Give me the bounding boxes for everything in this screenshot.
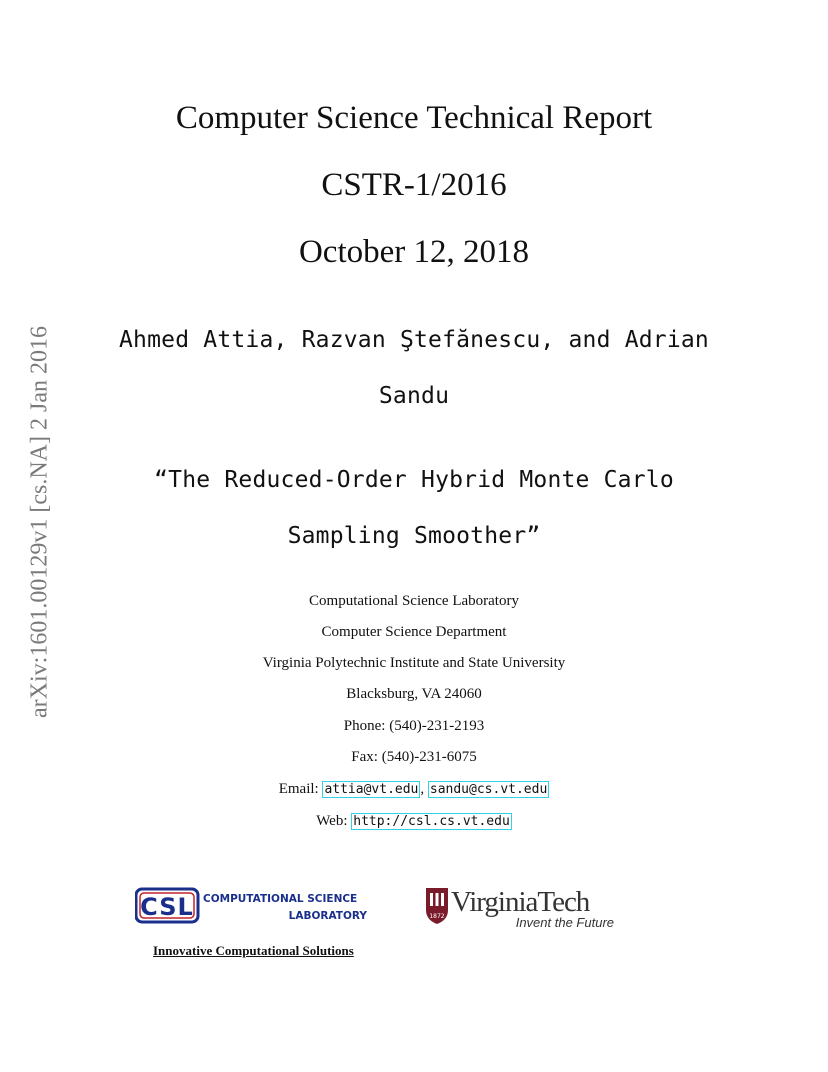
report-date: October 12, 2018 bbox=[298, 234, 530, 270]
title-line-1: “The Reduced-Order Hybrid Monte Carlo bbox=[154, 467, 674, 493]
virginia-tech-logo bbox=[424, 884, 624, 930]
email-link-attia[interactable]: attia@vt.edu bbox=[324, 782, 419, 797]
department-name: Computer Science Department bbox=[321, 624, 507, 640]
city-address: Blacksburg, VA 24060 bbox=[346, 686, 482, 702]
authors-line-2: Sandu bbox=[378, 383, 450, 409]
csl-logo-mark bbox=[136, 889, 198, 922]
lab-name: Computational Science Laboratory bbox=[309, 593, 519, 609]
fax-number: Fax: (540)-231-6075 bbox=[351, 749, 477, 765]
vt-shield-year: 1872 bbox=[429, 913, 445, 920]
vt-logo-slogan: Invent the Future bbox=[515, 915, 614, 930]
report-number: CSTR-1/2016 bbox=[321, 167, 507, 203]
csl-logo-line-1: COMPUTATIONAL SCIENCE bbox=[203, 893, 358, 905]
csl-logo-mark-text: CSL bbox=[140, 893, 194, 921]
title-line-2: Sampling Smoother” bbox=[287, 523, 541, 549]
phone-number: Phone: (540)-231-2193 bbox=[343, 718, 485, 734]
arxiv-stamp: arXiv:1601.00129v1 [cs.NA] 2 Jan 2016 bbox=[26, 326, 53, 718]
university-name: Virginia Polytechnic Institute and State University bbox=[262, 655, 566, 671]
web-label: Web: bbox=[316, 813, 348, 829]
email-line bbox=[0, 781, 828, 798]
web-line bbox=[0, 813, 828, 830]
csl-logo-line-2: LABORATORY bbox=[288, 910, 367, 922]
report-type: Computer Science Technical Report bbox=[175, 100, 653, 136]
email-link-sandu[interactable]: sandu@cs.vt.edu bbox=[429, 782, 548, 797]
vt-logo-name: VirginiaTech bbox=[451, 886, 590, 918]
csl-logo bbox=[135, 886, 375, 926]
email-label: Email: bbox=[278, 781, 319, 797]
email-separator: , bbox=[420, 781, 425, 797]
lab-tagline: Innovative Computational Solutions bbox=[153, 943, 354, 958]
web-link[interactable]: http://csl.cs.vt.edu bbox=[353, 814, 510, 829]
authors-line-1: Ahmed Attia, Razvan Ştefănescu, and Adrian bbox=[119, 327, 709, 353]
vt-shield-icon bbox=[426, 888, 448, 924]
